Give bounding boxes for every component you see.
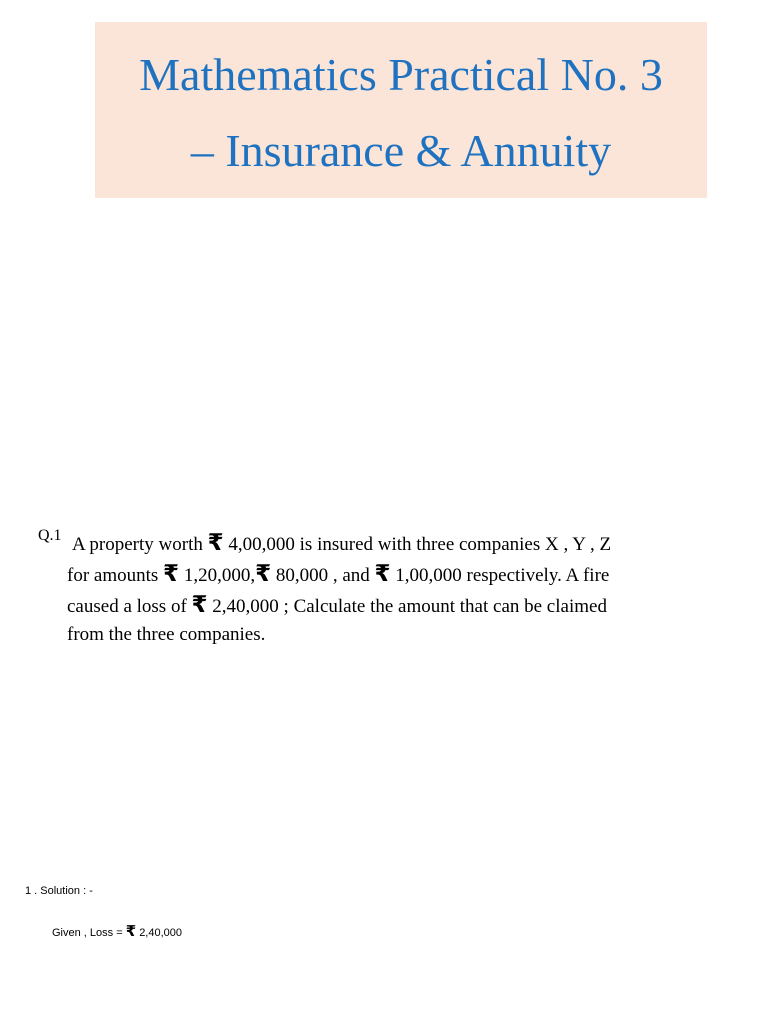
rupee-symbol: ₹ [207,530,224,556]
title-banner [95,22,707,198]
question-text: 80,000 , and [275,565,370,586]
question-text: 4,00,000 is insured with three companies X , Y , Z [228,534,612,555]
rupee-symbol: ₹ [191,592,208,618]
rupee-symbol: ₹ [163,561,180,587]
title-line-1: Mathematics Practical No. 3 [139,49,663,100]
question-text: caused a loss of [67,596,187,617]
question-line-4: from the three companies. [67,624,266,645]
question-line-1 [72,532,611,555]
question-line-2 [67,563,609,586]
given-loss [52,922,182,940]
question-text: for amounts [67,565,159,586]
question-number: Q.1 [38,527,62,544]
question-text: A property worth [72,534,203,555]
question-text: 1,20,000, [183,565,256,586]
title-line-2: – Insurance & Annuity [190,125,612,176]
question-text: 2,40,000 ; Calculate the amount that can be claimed [212,596,607,617]
given-label: Given , Loss = [52,927,123,939]
question-text: 1,00,000 respectively. A fire [395,565,610,586]
question-line-3 [67,594,607,617]
rupee-symbol: ₹ [125,922,137,940]
rupee-symbol: ₹ [374,561,391,587]
solution-heading: 1 . Solution : - [25,885,93,897]
rupee-symbol: ₹ [255,561,272,587]
given-value: 2,40,000 [139,927,183,939]
